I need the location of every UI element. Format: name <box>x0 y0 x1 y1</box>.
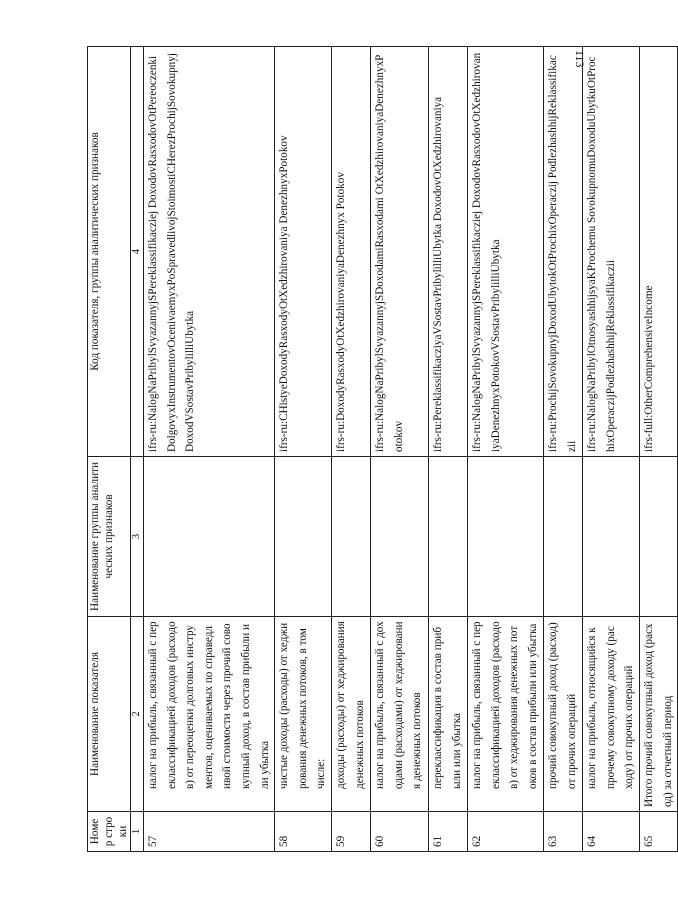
table-row <box>429 47 468 852</box>
indicator-code: ifrs-ru:NalogNaPribylSvyazannyjSPereklassifikacziej DoxodovRasxodovOtXedzhirovaniyaDenezhnyxPotokovVSostavPribylilliUbytka <box>468 47 544 457</box>
table-row <box>468 47 544 852</box>
indicator-name: Итого прочий совокупный доход (расход) за отчетный период <box>640 617 678 812</box>
column-number: 2 <box>131 617 144 812</box>
row-number: 62 <box>468 812 544 852</box>
row-number: 57 <box>144 812 275 852</box>
rotated-table-container <box>87 47 674 852</box>
table-row <box>275 47 332 852</box>
indicator-code: ifrs-ru:ProchijSovokupnyjDoxodUbytokOtProchixOperaczij PodlezhashhijReklassifikaczii <box>544 47 583 457</box>
column-number: 4 <box>131 47 144 457</box>
row-number: 61 <box>429 812 468 852</box>
indicator-name: переклассификация в состав прибыли или убытка <box>429 617 468 812</box>
row-number: 63 <box>544 812 583 852</box>
indicator-code: ifrs-ru:PereklassifikacziyaVSostavPribylilliUbytka DoxodovOtXedzhirovaniya <box>429 47 468 457</box>
table-row <box>544 47 583 852</box>
header-indicator-name: Наименование показателя <box>88 617 131 812</box>
indicator-name: налог на прибыль, связанный с доходами (расходами) от хеджирования денежных потоков <box>371 617 429 812</box>
table-row <box>640 47 678 852</box>
table-row <box>332 47 371 852</box>
group-name <box>583 457 640 617</box>
header-code: Код показателя, группы аналитических признаков <box>88 47 131 457</box>
indicator-name: доходы (расходы) от хеджирования денежных потоков <box>332 617 371 812</box>
table-row <box>583 47 640 852</box>
indicator-code: ifrs-ru:NalogNaPribylOtnosyashhijsyaKProchemu SovokupnomuDoxoduUbytkuOtProchixOperaczijPodlezhashhijReklassifikaczii <box>583 47 640 457</box>
indicator-table <box>87 46 678 852</box>
table-row <box>144 47 275 852</box>
indicator-code: ifrs-ru:CHistyeDoxodyRasxodyOtXedzhirovaniya DenezhnyxPotokov <box>275 47 332 457</box>
row-number: 58 <box>275 812 332 852</box>
row-number: 65 <box>640 812 678 852</box>
page-number: 113 <box>573 50 587 68</box>
table-header-row <box>88 47 131 852</box>
group-name <box>332 457 371 617</box>
indicator-code: ifrs-ru:NalogNaPribylSvyazannyjSDoxodamiRasxodami OtXedzhirovaniyaDenezhnyxPotokov <box>371 47 429 457</box>
indicator-code: ifrs-ru:DoxodyRasxodyOtXedzhirovaniyaDenezhnyx Potokov <box>332 47 371 457</box>
row-number: 60 <box>371 812 429 852</box>
group-name <box>275 457 332 617</box>
group-name <box>144 457 275 617</box>
indicator-name: прочий совокупный доход (расход) от прочих операций <box>544 617 583 812</box>
column-number: 3 <box>131 457 144 617</box>
row-number: 59 <box>332 812 371 852</box>
group-name <box>640 457 678 617</box>
indicator-name: налог на прибыль, связанный с переклассификацией доходов (расходов) от переоценки долговых инструментов, оцениваемых по справедливой стоимости через прочий совокупный доход, в состав прибыли или убытка <box>144 617 275 812</box>
indicator-name: чистые доходы (расходы) от хеджирования денежных потоков, в том числе: <box>275 617 332 812</box>
group-name <box>544 457 583 617</box>
indicator-code: ifrs-full:OtherComprehensiveIncome <box>640 47 678 457</box>
header-group-name: Наименование группы аналитических признаков <box>88 457 131 617</box>
group-name <box>429 457 468 617</box>
indicator-name: налог на прибыль, связанный с переклассификацией доходов (расходов) от хеджирования денежных потоков в состав прибыли или убытка <box>468 617 544 812</box>
indicator-code: ifrs-ru:NalogNaPribylSvyazannyjSPereklassifikacziej DoxodovRasxodovOtPereoczenkiDolgovyxInstrumentovOcenivaemyxPoSpravedlivojStoimostiCHerezProchijSovokupnyjDoxodVSostavPribylilliUbytka <box>144 47 275 457</box>
column-number: 1 <box>131 812 144 852</box>
indicator-name: налог на прибыль, относящийся к прочему совокупному доходу (расходу) от прочих операций <box>583 617 640 812</box>
column-numbers-row <box>131 47 144 852</box>
group-name <box>371 457 429 617</box>
row-number: 64 <box>583 812 640 852</box>
header-row-no: Номер строки <box>88 812 131 852</box>
table-row <box>371 47 429 852</box>
group-name <box>468 457 544 617</box>
